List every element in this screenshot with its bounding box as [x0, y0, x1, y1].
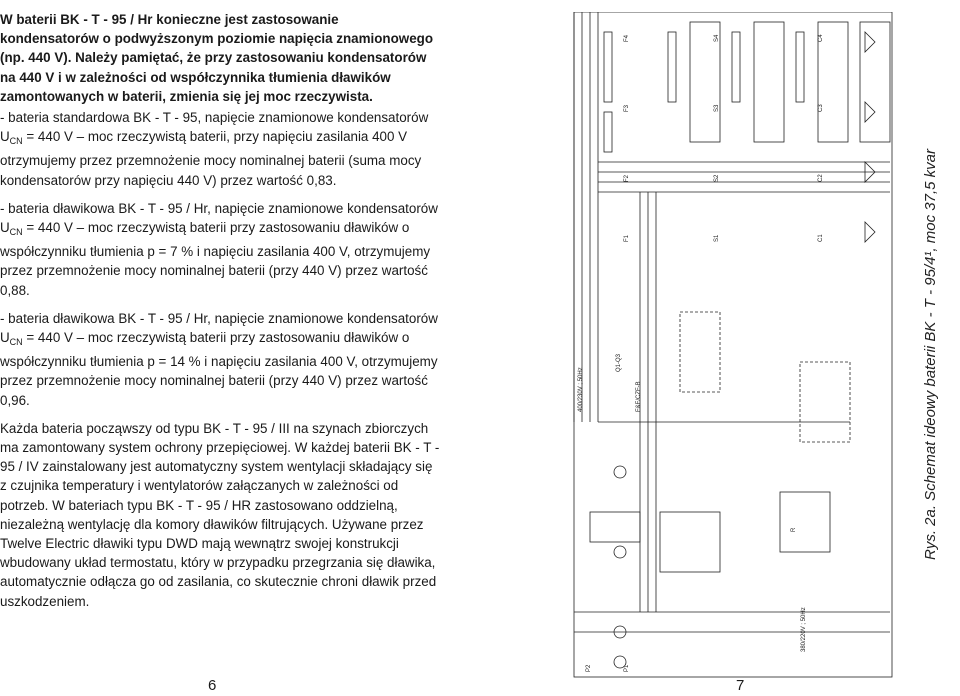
subscript-cn: CN	[9, 227, 23, 238]
intro-paragraph: W baterii BK - T - 95 / Hr konieczne jest zastosowanie kondensatorów o podwyższonym poziomie napięcia znamionowego (np. 440 V). Należy pamiętać, że przy zastosowaniu kondensatorów na 440 V i w zależności od współczynnika tłumienia dławików zamontowanych w baterii, zmienia się jej moc rzeczywista.	[0, 12, 434, 104]
subscript-cn: CN	[9, 136, 23, 147]
label-s3: S3	[714, 104, 720, 112]
page-number-left: 6	[208, 677, 217, 694]
bullet-standard	[0, 108, 440, 190]
label-p2: P2	[586, 664, 592, 672]
bullet-7-text: - bateria dławikowa BK - T - 95 / Hr, napięcie znamionowe kondensatorów U	[0, 200, 438, 236]
label-c3: C3	[818, 104, 824, 112]
figure-caption: Rys. 2a. Schemat ideowy baterii BK - T - 95/4¹, moc 37,5 kvar	[922, 149, 939, 560]
bullet-14-percent	[0, 309, 440, 410]
bullet-standard-text: - bateria standardowa BK - T - 95, napięcie znamionowe kondensatorów U	[0, 110, 429, 145]
label-s1: S1	[714, 234, 720, 242]
bullet-standard-text-2: = 440 V – moc rzeczywistą baterii, przy napięciu zasilania 400 V otrzymujemy przez przemnożenie mocy nominalnej baterii (suma mocy kondensatorów przy napięciu 440 V) przez wartość 0,83.	[0, 129, 422, 188]
label-r: R	[791, 527, 797, 532]
label-f3: F3	[624, 104, 630, 112]
label-s2: S2	[714, 174, 720, 182]
bullet-7-text-2: = 440 V – moc rzeczywistą baterii przy zastosowaniu dławików o współczynniku tłumienia p = 7 % i napięciu zasilania 400 V, otrzymujemy przez przemnożenie mocy nominalnej baterii (przy 440 V) przez wartość 0,88.	[0, 220, 431, 298]
label-f4: F4	[624, 34, 630, 42]
label-s4: S4	[714, 34, 720, 42]
page-number-right: 7	[736, 677, 745, 694]
label-q1-q3: Q1-Q3	[616, 353, 622, 372]
bullet-14-text-2: = 440 V – moc rzeczywistą baterii przy zastosowaniu dławików o współczynniku tłumienia p = 14 % i napięciu zasilania 400 V, otrzymujemy przez przemnożenie mocy nominalnej baterii (przy 440 V) przez wartość 0,96.	[0, 330, 438, 408]
label-f1: F1	[624, 234, 630, 242]
bullet-7-percent	[0, 199, 440, 300]
bullet-14-text: - bateria dławikowa BK - T - 95 / Hr, napięcie znamionowe kondensatorów U	[0, 310, 438, 346]
protection-paragraph: Każda bateria począwszy od typu BK - T - 95 / III na szynach zbiorczych ma zamontowany system ochrony przepięciowej. W każdej baterii BK - T - 95 / IV zainstalowany jest automatyczny system wentylacji składający się z czujnika temperatury i wentylatorów załączanych w zależności od potrzeb. W bateriach typu BK - T - 95 / HR zastosowano oddzielną, niezależną wentylację dla komory dławików filtrujących. Używane przez Twelve Electric dławiki typu DWD mają wewnątrz swojej konstrukcji wbudowany układ termostatu, który w przypadku przegrzania się dławika, automatycznie odłącza go od zasilania, co skutecznie chroni dławik przed uszkodzeniem.	[0, 420, 440, 609]
label-p1: P1	[624, 664, 630, 672]
subscript-cn: CN	[9, 337, 23, 348]
schematic-diagram	[560, 12, 905, 682]
label-c2: C2	[818, 174, 824, 182]
label-f2: F2	[624, 174, 630, 182]
label-c1: C1	[818, 234, 824, 242]
label-relay: F&F/CZF-B	[636, 381, 642, 412]
label-c4: C4	[818, 34, 824, 42]
label-supply: 400/230V ; 50Hz	[578, 367, 584, 412]
label-bottom-supply: 380/220V ; 50Hz	[801, 607, 807, 652]
text-column	[0, 10, 440, 611]
